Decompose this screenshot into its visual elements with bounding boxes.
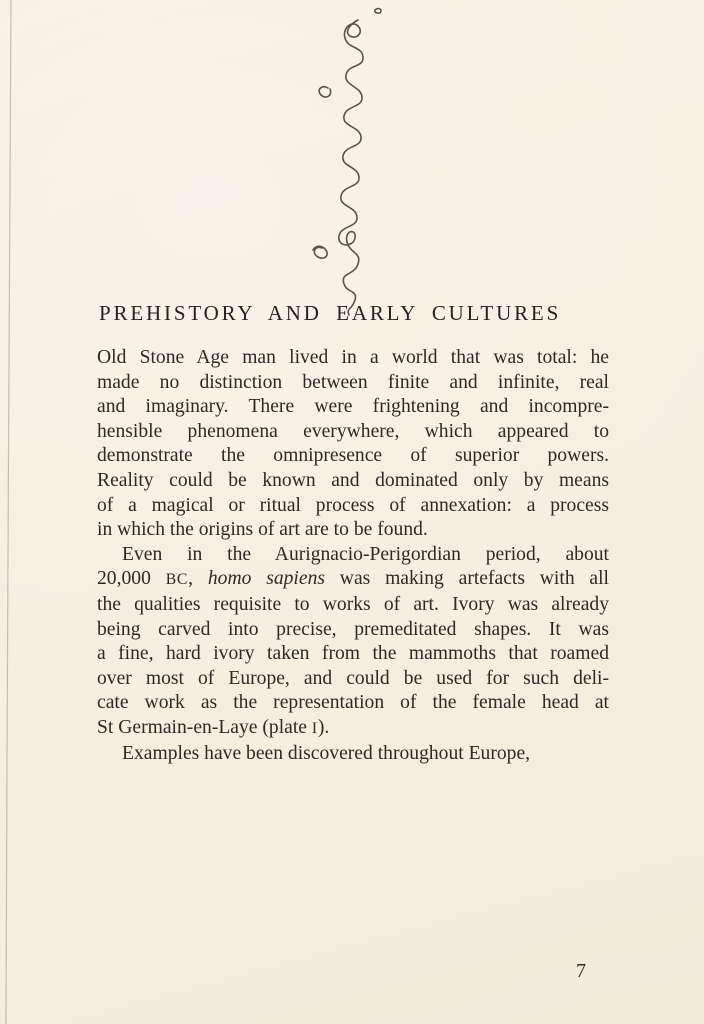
paragraph	[97, 346, 609, 543]
text-line: Old Stone Age man lived in a world that was total: he	[97, 347, 609, 368]
text-line: the qualities requisite to works of art. Ivory was already	[97, 593, 609, 615]
text-line: and imaginary. There were frightening and incompre-	[97, 396, 609, 418]
page-number: 7	[576, 960, 586, 982]
text-line: Reality could be known and dominated only by means	[97, 469, 609, 491]
text-line: St Germain-en-Laye (plate I).	[97, 716, 330, 738]
text-line: 20,000 BC, homo sapiens was making artefacts with all	[97, 568, 609, 590]
text-line: a fine, hard ivory taken from the mammoths that roamed	[97, 643, 609, 665]
text-line: cate work as the representation of the female head at	[97, 692, 609, 714]
handwritten-signature	[300, 2, 404, 320]
text-line: made no distinction between finite and infinite, real	[97, 371, 609, 393]
paragraph	[97, 543, 609, 742]
text-line: Even in the Aurignacio-Perigordian period, about	[122, 543, 609, 565]
text-line: demonstrate the omnipresence of superior powers.	[97, 445, 609, 467]
chapter-heading: PREHISTORY AND EARLY CULTURES	[99, 301, 562, 325]
text-line: in which the origins of art are to be found.	[97, 519, 428, 541]
paragraph	[97, 742, 609, 767]
scan-fold-line	[0, 0, 20, 1024]
text-line: Examples have been discovered throughout Europe,	[122, 742, 531, 764]
text-line: hensible phenomena everywhere, which appeared to	[97, 420, 609, 442]
body-text	[97, 346, 609, 766]
text-line: being carved into precise, premeditated shapes. It was	[97, 618, 609, 640]
text-line: over most of Europe, and could be used for such deli-	[97, 667, 609, 689]
text-line: of a magical or ritual process of annexation: a process	[97, 494, 609, 516]
